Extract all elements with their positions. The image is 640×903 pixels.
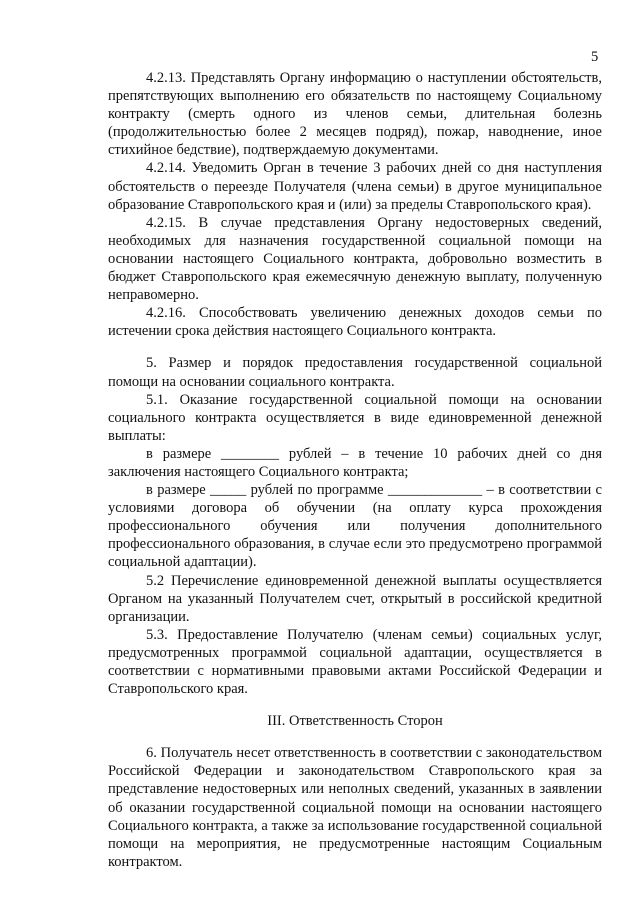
section-heading: III. Ответственность Сторон <box>267 713 443 730</box>
paragraph-amount-2: в размере _____ рублей по программе _____________ – в соответствии с условиями договора об обучении (на оплату курса прохождения профессионального обучения или получения дополнительного профессионального образования, в случае если это предусмотрено программой социальной адаптации). <box>108 482 602 571</box>
paragraph-4-2-13: 4.2.13. Представлять Органу информацию о наступлении обстоятельств, препятствующих выполнению его обязательств по настоящему Социальному контракту (смерть одного из членов семьи, длительная болезнь (продолжительностью более 2 месяцев подряд), пожар, наводнение, иное стихийное бедствие), подтверждаемую документами. <box>108 70 602 159</box>
paragraph-4-2-15: 4.2.15. В случае представления Органу недостоверных сведений, необходимых для назначения государственной социальной помощи на основании настоящего Социального контракта, добровольно возместить в бюджет Ставропольского края ежемесячную денежную выплату, полученную неправомерно. <box>108 214 602 304</box>
page-number: 5 <box>591 49 599 65</box>
paragraph-5-1: 5.1. Оказание государственной социальной помощи на основании социального контракта осуществляется в виде единовременной денежной выплаты: <box>108 391 602 444</box>
paragraph-4-2-14: 4.2.14. Уведомить Орган в течение 3 рабочих дней со дня наступления обстоятельств о переезде Получателя (члена семьи) в другое муниципальное образование Ставропольского края и (или) за пределы Ставропольского края). <box>108 160 602 213</box>
paragraph-5-2: 5.2 Перечисление единовременной денежной выплаты осуществляется Органом на указанный Получателем счет, открытый в российской кредитной организации. <box>108 572 602 625</box>
paragraph-5: 5. Размер и порядок предоставления государственной социальной помощи на основании социального контракта. <box>108 355 602 390</box>
paragraph-5-3: 5.3. Предоставление Получателю (членам семьи) социальных услуг, предусмотренных программой социальной адаптации, осуществляется в соответствии с нормативными правовыми актами Российской Федерации и Ставропольского края. <box>108 626 602 698</box>
paragraph-6: 6. Получатель несет ответственность в соответствии с законодательством Российской Федерации и законодательством Ставропольского края за представление недостоверных или неполных сведений, указанных в заявлении об оказании государственной социальной помощи на основании настоящего Социального контракта, а также за использование государственной социальной помощи на мероприятия, не предусмотренные настоящим Социальным контрактом. <box>108 745 602 870</box>
paragraph-amount-1: в размере ________ рублей – в течение 10 рабочих дней со дня заключения настоящего Социального контракта; <box>108 445 602 480</box>
document-body <box>108 69 602 871</box>
paragraph-4-2-16: 4.2.16. Способствовать увеличению денежных доходов семьи по истечении срока действия настоящего Социального контракта. <box>108 305 602 340</box>
